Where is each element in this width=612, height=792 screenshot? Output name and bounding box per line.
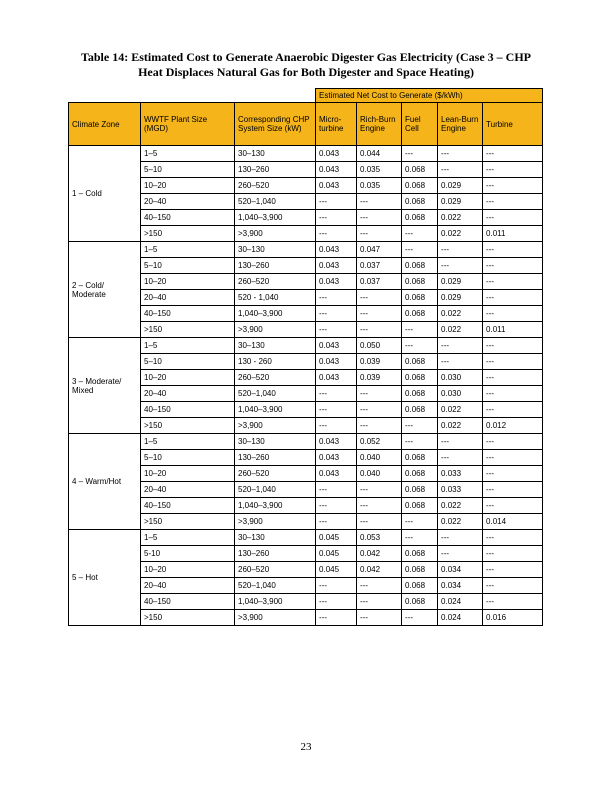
fuel-cell-cost-cell: 0.068 (402, 370, 438, 386)
plant-size-cell: 10–20 (141, 274, 235, 290)
super-header-row (69, 89, 543, 103)
microturbine-cost-cell: 0.043 (316, 466, 357, 482)
table-row (69, 162, 543, 178)
microturbine-cost-cell: 0.043 (316, 274, 357, 290)
turbine-cost-cell: --- (483, 210, 543, 226)
table-body (69, 146, 543, 626)
plant-size-cell: >150 (141, 322, 235, 338)
rich-burn-cost-cell: --- (357, 498, 402, 514)
turbine-cost-cell: --- (483, 242, 543, 258)
microturbine-cost-cell: 0.045 (316, 562, 357, 578)
lean-burn-cost-cell: 0.033 (438, 482, 483, 498)
turbine-cost-cell: --- (483, 402, 543, 418)
rich-burn-cost-cell: 0.053 (357, 530, 402, 546)
lean-burn-cost-cell: 0.029 (438, 178, 483, 194)
table-row (69, 306, 543, 322)
lean-burn-cost-cell: 0.022 (438, 402, 483, 418)
plant-size-cell: 20–40 (141, 482, 235, 498)
fuel-cell-cost-cell: 0.068 (402, 386, 438, 402)
plant-size-cell: 10–20 (141, 370, 235, 386)
chp-size-cell: 130–260 (235, 162, 316, 178)
plant-size-cell: 40–150 (141, 594, 235, 610)
fuel-cell-cost-cell: --- (402, 242, 438, 258)
table-row (69, 514, 543, 530)
table-row (69, 354, 543, 370)
lean-burn-cost-cell: 0.022 (438, 514, 483, 530)
lean-burn-cost-cell: --- (438, 146, 483, 162)
climate-zone-cell: 1 – Cold (69, 146, 141, 242)
turbine-cost-cell: 0.012 (483, 418, 543, 434)
plant-size-cell: 1–5 (141, 338, 235, 354)
table-row (69, 210, 543, 226)
rich-burn-cost-cell: --- (357, 290, 402, 306)
table-row (69, 226, 543, 242)
microturbine-cost-cell: 0.043 (316, 258, 357, 274)
plant-size-cell: 1–5 (141, 530, 235, 546)
rich-burn-cost-cell: 0.052 (357, 434, 402, 450)
turbine-cost-cell: 0.011 (483, 226, 543, 242)
lean-burn-cost-cell: --- (438, 434, 483, 450)
plant-size-cell: 40–150 (141, 402, 235, 418)
lean-burn-cost-cell: 0.033 (438, 466, 483, 482)
table-row (69, 610, 543, 626)
rich-burn-cost-cell: --- (357, 578, 402, 594)
microturbine-cost-cell: --- (316, 418, 357, 434)
plant-size-cell: 20–40 (141, 386, 235, 402)
table-row (69, 338, 543, 354)
plant-size-cell: >150 (141, 226, 235, 242)
microturbine-cost-cell: 0.043 (316, 162, 357, 178)
lean-burn-cost-cell: --- (438, 530, 483, 546)
caption-line-1: Table 14: Estimated Cost to Generate Anaerobic Digester Gas Electricity (Case 3 – CHP (80, 50, 532, 64)
table-row (69, 466, 543, 482)
table-row (69, 386, 543, 402)
microturbine-cost-cell: 0.043 (316, 146, 357, 162)
lean-burn-cost-cell: --- (438, 450, 483, 466)
chp-size-cell: >3,900 (235, 418, 316, 434)
turbine-cost-cell: --- (483, 546, 543, 562)
rich-burn-cost-cell: 0.037 (357, 274, 402, 290)
microturbine-cost-cell: --- (316, 578, 357, 594)
col-header-chp-size: Corresponding CHP System Size (kW) (235, 103, 316, 146)
chp-size-cell: >3,900 (235, 514, 316, 530)
turbine-cost-cell: --- (483, 434, 543, 450)
turbine-cost-cell: --- (483, 594, 543, 610)
rich-burn-cost-cell: 0.039 (357, 370, 402, 386)
rich-burn-cost-cell: --- (357, 610, 402, 626)
turbine-cost-cell: --- (483, 450, 543, 466)
chp-size-cell: 30–130 (235, 242, 316, 258)
rich-burn-cost-cell: 0.042 (357, 562, 402, 578)
turbine-cost-cell: --- (483, 258, 543, 274)
plant-size-cell: 40–150 (141, 210, 235, 226)
lean-burn-cost-cell: 0.029 (438, 274, 483, 290)
turbine-cost-cell: --- (483, 370, 543, 386)
plant-size-cell: 40–150 (141, 498, 235, 514)
lean-burn-cost-cell: --- (438, 354, 483, 370)
lean-burn-cost-cell: --- (438, 242, 483, 258)
chp-size-cell: 1,040–3,900 (235, 594, 316, 610)
climate-zone-cell: 3 – Moderate/ Mixed (69, 338, 141, 434)
chp-size-cell: 30–130 (235, 338, 316, 354)
chp-size-cell: >3,900 (235, 322, 316, 338)
fuel-cell-cost-cell: --- (402, 322, 438, 338)
table-row (69, 434, 543, 450)
microturbine-cost-cell: --- (316, 290, 357, 306)
table-row (69, 530, 543, 546)
fuel-cell-cost-cell: --- (402, 146, 438, 162)
table-row (69, 242, 543, 258)
fuel-cell-cost-cell: --- (402, 610, 438, 626)
plant-size-cell: 1–5 (141, 146, 235, 162)
plant-size-cell: 1–5 (141, 434, 235, 450)
fuel-cell-cost-cell: 0.068 (402, 306, 438, 322)
col-header-turbine: Turbine (483, 103, 543, 146)
turbine-cost-cell: --- (483, 306, 543, 322)
plant-size-cell: >150 (141, 610, 235, 626)
turbine-cost-cell: --- (483, 338, 543, 354)
microturbine-cost-cell: --- (316, 226, 357, 242)
fuel-cell-cost-cell: 0.068 (402, 354, 438, 370)
lean-burn-cost-cell: --- (438, 338, 483, 354)
rich-burn-cost-cell: --- (357, 594, 402, 610)
fuel-cell-cost-cell: --- (402, 226, 438, 242)
lean-burn-cost-cell: 0.030 (438, 386, 483, 402)
turbine-cost-cell: --- (483, 274, 543, 290)
table-row (69, 578, 543, 594)
fuel-cell-cost-cell: --- (402, 514, 438, 530)
plant-size-cell: 5–10 (141, 354, 235, 370)
table-caption (56, 50, 556, 80)
rich-burn-cost-cell: --- (357, 418, 402, 434)
chp-size-cell: 260–520 (235, 274, 316, 290)
turbine-cost-cell: --- (483, 482, 543, 498)
lean-burn-cost-cell: 0.022 (438, 226, 483, 242)
chp-size-cell: 130–260 (235, 258, 316, 274)
microturbine-cost-cell: 0.043 (316, 338, 357, 354)
table-row (69, 498, 543, 514)
header-spacer (69, 89, 316, 103)
table-row (69, 370, 543, 386)
table-row (69, 402, 543, 418)
fuel-cell-cost-cell: 0.068 (402, 546, 438, 562)
lean-burn-cost-cell: 0.022 (438, 306, 483, 322)
col-header-fuel-cell: Fuel Cell (402, 103, 438, 146)
fuel-cell-cost-cell: 0.068 (402, 274, 438, 290)
table-row (69, 274, 543, 290)
lean-burn-cost-cell: 0.022 (438, 498, 483, 514)
turbine-cost-cell: --- (483, 530, 543, 546)
chp-size-cell: 30–130 (235, 146, 316, 162)
plant-size-cell: 5–10 (141, 450, 235, 466)
lean-burn-cost-cell: 0.024 (438, 610, 483, 626)
caption-line-2: Heat Displaces Natural Gas for Both Digester and Space Heating) (138, 65, 474, 79)
microturbine-cost-cell: 0.043 (316, 434, 357, 450)
chp-size-cell: 1,040–3,900 (235, 498, 316, 514)
rich-burn-cost-cell: 0.039 (357, 354, 402, 370)
microturbine-cost-cell: --- (316, 194, 357, 210)
lean-burn-cost-cell: 0.029 (438, 290, 483, 306)
rich-burn-cost-cell: --- (357, 402, 402, 418)
plant-size-cell: 40–150 (141, 306, 235, 322)
plant-size-cell: 20–40 (141, 194, 235, 210)
super-header: Estimated Net Cost to Generate ($/kWh) (316, 89, 543, 103)
rich-burn-cost-cell: 0.042 (357, 546, 402, 562)
chp-size-cell: >3,900 (235, 610, 316, 626)
fuel-cell-cost-cell: 0.068 (402, 594, 438, 610)
rich-burn-cost-cell: 0.040 (357, 450, 402, 466)
fuel-cell-cost-cell: 0.068 (402, 578, 438, 594)
climate-zone-cell: 2 – Cold/ Moderate (69, 242, 141, 338)
turbine-cost-cell: --- (483, 162, 543, 178)
microturbine-cost-cell: --- (316, 402, 357, 418)
lean-burn-cost-cell: 0.022 (438, 418, 483, 434)
rich-burn-cost-cell: 0.035 (357, 178, 402, 194)
microturbine-cost-cell: --- (316, 610, 357, 626)
plant-size-cell: 20–40 (141, 578, 235, 594)
fuel-cell-cost-cell: 0.068 (402, 402, 438, 418)
chp-size-cell: 1,040–3,900 (235, 402, 316, 418)
microturbine-cost-cell: --- (316, 498, 357, 514)
turbine-cost-cell: --- (483, 466, 543, 482)
lean-burn-cost-cell: 0.034 (438, 562, 483, 578)
table-row (69, 178, 543, 194)
lean-burn-cost-cell: --- (438, 162, 483, 178)
table-row (69, 258, 543, 274)
fuel-cell-cost-cell: --- (402, 338, 438, 354)
chp-size-cell: 520–1,040 (235, 386, 316, 402)
chp-size-cell: 260–520 (235, 370, 316, 386)
fuel-cell-cost-cell: --- (402, 530, 438, 546)
chp-size-cell: 130 - 260 (235, 354, 316, 370)
plant-size-cell: 10–20 (141, 562, 235, 578)
fuel-cell-cost-cell: 0.068 (402, 178, 438, 194)
rich-burn-cost-cell: --- (357, 226, 402, 242)
turbine-cost-cell: --- (483, 194, 543, 210)
turbine-cost-cell: 0.011 (483, 322, 543, 338)
turbine-cost-cell: --- (483, 562, 543, 578)
chp-size-cell: 1,040–3,900 (235, 210, 316, 226)
turbine-cost-cell: 0.016 (483, 610, 543, 626)
plant-size-cell: 5–10 (141, 162, 235, 178)
rich-burn-cost-cell: 0.040 (357, 466, 402, 482)
microturbine-cost-cell: 0.045 (316, 530, 357, 546)
col-header-lean-burn: Lean-Burn Engine (438, 103, 483, 146)
chp-size-cell: 520–1,040 (235, 482, 316, 498)
microturbine-cost-cell: 0.045 (316, 546, 357, 562)
microturbine-cost-cell: 0.043 (316, 242, 357, 258)
lean-burn-cost-cell: 0.029 (438, 194, 483, 210)
microturbine-cost-cell: --- (316, 594, 357, 610)
lean-burn-cost-cell: --- (438, 258, 483, 274)
table-row (69, 562, 543, 578)
turbine-cost-cell: --- (483, 498, 543, 514)
climate-zone-cell: 4 – Warm/Hot (69, 434, 141, 530)
microturbine-cost-cell: --- (316, 386, 357, 402)
fuel-cell-cost-cell: 0.068 (402, 162, 438, 178)
plant-size-cell: 20–40 (141, 290, 235, 306)
fuel-cell-cost-cell: --- (402, 418, 438, 434)
microturbine-cost-cell: --- (316, 210, 357, 226)
fuel-cell-cost-cell: 0.068 (402, 290, 438, 306)
turbine-cost-cell: --- (483, 146, 543, 162)
rich-burn-cost-cell: --- (357, 514, 402, 530)
plant-size-cell: 5-10 (141, 546, 235, 562)
table-row (69, 418, 543, 434)
microturbine-cost-cell: 0.043 (316, 178, 357, 194)
plant-size-cell: 5–10 (141, 258, 235, 274)
microturbine-cost-cell: --- (316, 322, 357, 338)
col-header-microturbine: Micro-turbine (316, 103, 357, 146)
turbine-cost-cell: --- (483, 290, 543, 306)
turbine-cost-cell: --- (483, 178, 543, 194)
fuel-cell-cost-cell: 0.068 (402, 562, 438, 578)
rich-burn-cost-cell: --- (357, 482, 402, 498)
fuel-cell-cost-cell: 0.068 (402, 194, 438, 210)
turbine-cost-cell: 0.014 (483, 514, 543, 530)
microturbine-cost-cell: --- (316, 482, 357, 498)
chp-size-cell: 520–1,040 (235, 578, 316, 594)
cost-table (68, 88, 543, 626)
microturbine-cost-cell: 0.043 (316, 354, 357, 370)
rich-burn-cost-cell: --- (357, 322, 402, 338)
plant-size-cell: 10–20 (141, 178, 235, 194)
plant-size-cell: 1–5 (141, 242, 235, 258)
lean-burn-cost-cell: --- (438, 546, 483, 562)
page-number: 23 (300, 741, 312, 753)
table-row (69, 594, 543, 610)
chp-size-cell: 30–130 (235, 530, 316, 546)
lean-burn-cost-cell: 0.034 (438, 578, 483, 594)
microturbine-cost-cell: 0.043 (316, 370, 357, 386)
chp-size-cell: 260–520 (235, 466, 316, 482)
table-row (69, 146, 543, 162)
table-row (69, 194, 543, 210)
table-row (69, 322, 543, 338)
table-row (69, 482, 543, 498)
col-header-rich-burn: Rich-Burn Engine (357, 103, 402, 146)
chp-size-cell: 260–520 (235, 178, 316, 194)
fuel-cell-cost-cell: 0.068 (402, 450, 438, 466)
rich-burn-cost-cell: --- (357, 306, 402, 322)
chp-size-cell: 260–520 (235, 562, 316, 578)
col-header-climate-zone: Climate Zone (69, 103, 141, 146)
chp-size-cell: 1,040–3,900 (235, 306, 316, 322)
microturbine-cost-cell: --- (316, 306, 357, 322)
rich-burn-cost-cell: 0.050 (357, 338, 402, 354)
fuel-cell-cost-cell: 0.068 (402, 210, 438, 226)
rich-burn-cost-cell: --- (357, 210, 402, 226)
table-row (69, 546, 543, 562)
plant-size-cell: >150 (141, 418, 235, 434)
lean-burn-cost-cell: 0.022 (438, 322, 483, 338)
chp-size-cell: 130–260 (235, 450, 316, 466)
fuel-cell-cost-cell: --- (402, 434, 438, 450)
chp-size-cell: >3,900 (235, 226, 316, 242)
turbine-cost-cell: --- (483, 578, 543, 594)
column-header-row (69, 103, 543, 146)
table-row (69, 450, 543, 466)
turbine-cost-cell: --- (483, 386, 543, 402)
table-row (69, 290, 543, 306)
lean-burn-cost-cell: 0.030 (438, 370, 483, 386)
chp-size-cell: 520–1,040 (235, 194, 316, 210)
plant-size-cell: >150 (141, 514, 235, 530)
rich-burn-cost-cell: 0.035 (357, 162, 402, 178)
rich-burn-cost-cell: 0.044 (357, 146, 402, 162)
plant-size-cell: 10–20 (141, 466, 235, 482)
chp-size-cell: 30–130 (235, 434, 316, 450)
rich-burn-cost-cell: --- (357, 194, 402, 210)
rich-burn-cost-cell: 0.037 (357, 258, 402, 274)
turbine-cost-cell: --- (483, 354, 543, 370)
fuel-cell-cost-cell: 0.068 (402, 498, 438, 514)
lean-burn-cost-cell: 0.022 (438, 210, 483, 226)
microturbine-cost-cell: 0.043 (316, 450, 357, 466)
climate-zone-cell: 5 – Hot (69, 530, 141, 626)
lean-burn-cost-cell: 0.024 (438, 594, 483, 610)
chp-size-cell: 520 - 1,040 (235, 290, 316, 306)
col-header-plant-size: WWTF Plant Size (MGD) (141, 103, 235, 146)
fuel-cell-cost-cell: 0.068 (402, 466, 438, 482)
chp-size-cell: 130–260 (235, 546, 316, 562)
rich-burn-cost-cell: --- (357, 386, 402, 402)
fuel-cell-cost-cell: 0.068 (402, 258, 438, 274)
rich-burn-cost-cell: 0.047 (357, 242, 402, 258)
microturbine-cost-cell: --- (316, 514, 357, 530)
fuel-cell-cost-cell: 0.068 (402, 482, 438, 498)
